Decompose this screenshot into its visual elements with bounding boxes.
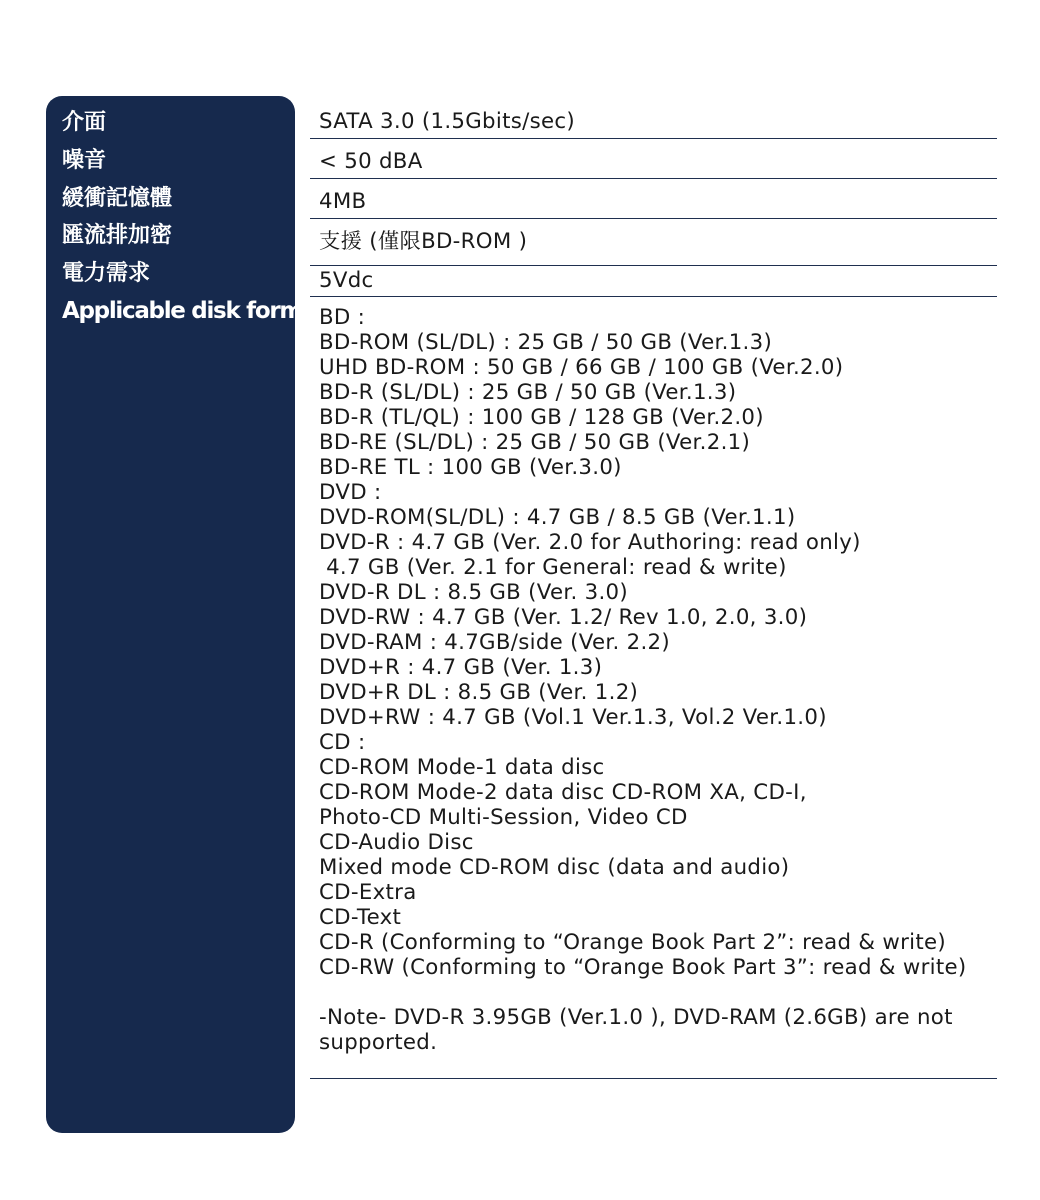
format-line: CD-R (Conforming to “Orange Book Part 2”: read & write) bbox=[319, 930, 947, 955]
format-line: CD-ROM Mode-1 data disc bbox=[319, 755, 605, 780]
format-line: DVD-RAM : 4.7GB/side (Ver. 2.2) bbox=[319, 630, 670, 655]
spec-label-noise: 噪音 bbox=[62, 148, 107, 173]
row-divider bbox=[310, 1078, 997, 1079]
format-line: UHD BD-ROM : 50 GB / 66 GB / 100 GB (Ver.2.0) bbox=[319, 355, 844, 380]
spec-value-interface: SATA 3.0 (1.5Gbits/sec) bbox=[319, 109, 576, 134]
format-line: Photo-CD Multi-Session, Video CD bbox=[319, 805, 688, 830]
spec-label-disk-format: Applicable disk format bbox=[62, 298, 326, 324]
format-line: CD-ROM Mode-2 data disc CD-ROM XA, CD-I, bbox=[319, 780, 807, 805]
format-line: DVD-RW : 4.7 GB (Ver. 1.2/ Rev 1.0, 2.0, 3.0) bbox=[319, 605, 808, 630]
format-line: DVD+R : 4.7 GB (Ver. 1.3) bbox=[319, 655, 603, 680]
format-line: DVD : bbox=[319, 480, 382, 505]
spec-label-power: 電力需求 bbox=[62, 261, 151, 286]
row-divider bbox=[310, 296, 997, 297]
spec-value-buffer: 4MB bbox=[319, 189, 367, 214]
row-divider bbox=[310, 178, 997, 179]
format-line: DVD+RW : 4.7 GB (Vol.1 Ver.1.3, Vol.2 Ver.1.0) bbox=[319, 705, 827, 730]
spec-label-panel bbox=[46, 96, 295, 1133]
format-line: 4.7 GB (Ver. 2.1 for General: read & write) bbox=[319, 555, 787, 580]
format-line: BD-ROM (SL/DL) : 25 GB / 50 GB (Ver.1.3) bbox=[319, 330, 773, 355]
spec-label-buffer: 緩衝記憶體 bbox=[62, 186, 173, 211]
format-line: BD-R (SL/DL) : 25 GB / 50 GB (Ver.1.3) bbox=[319, 380, 737, 405]
format-line: CD : bbox=[319, 730, 366, 755]
row-divider bbox=[310, 218, 997, 219]
format-line: DVD-R DL : 8.5 GB (Ver. 3.0) bbox=[319, 580, 628, 605]
format-line: DVD-ROM(SL/DL) : 4.7 GB / 8.5 GB (Ver.1.1) bbox=[319, 505, 796, 530]
disk-format-list bbox=[319, 305, 967, 980]
format-line: DVD-R : 4.7 GB (Ver. 2.0 for Authoring: read only) bbox=[319, 530, 861, 555]
format-line: CD-Text bbox=[319, 905, 402, 930]
format-line: CD-Audio Disc bbox=[319, 830, 474, 855]
format-line: CD-Extra bbox=[319, 880, 417, 905]
spec-label-bus-encryption: 匯流排加密 bbox=[62, 223, 173, 248]
spec-value-noise: < 50 dBA bbox=[319, 149, 423, 174]
format-line: BD-RE (SL/DL) : 25 GB / 50 GB (Ver.2.1) bbox=[319, 430, 751, 455]
format-line: Mixed mode CD-ROM disc (data and audio) bbox=[319, 855, 790, 880]
format-line: CD-RW (Conforming to “Orange Book Part 3”: read & write) bbox=[319, 955, 967, 980]
spec-value-bus-encryption: 支援 (僅限BD-ROM ) bbox=[319, 229, 528, 254]
format-line: DVD+R DL : 8.5 GB (Ver. 1.2) bbox=[319, 680, 639, 705]
format-line: BD : bbox=[319, 305, 366, 330]
row-divider bbox=[310, 138, 997, 139]
spec-label-interface: 介面 bbox=[62, 110, 107, 135]
spec-value-power: 5Vdc bbox=[319, 268, 374, 293]
row-divider bbox=[310, 265, 997, 266]
format-note: -Note- DVD-R 3.95GB (Ver.1.0 ), DVD-RAM (2.6GB) are not supported. bbox=[319, 1005, 953, 1055]
format-line: BD-R (TL/QL) : 100 GB / 128 GB (Ver.2.0) bbox=[319, 405, 764, 430]
format-line: BD-RE TL : 100 GB (Ver.3.0) bbox=[319, 455, 622, 480]
